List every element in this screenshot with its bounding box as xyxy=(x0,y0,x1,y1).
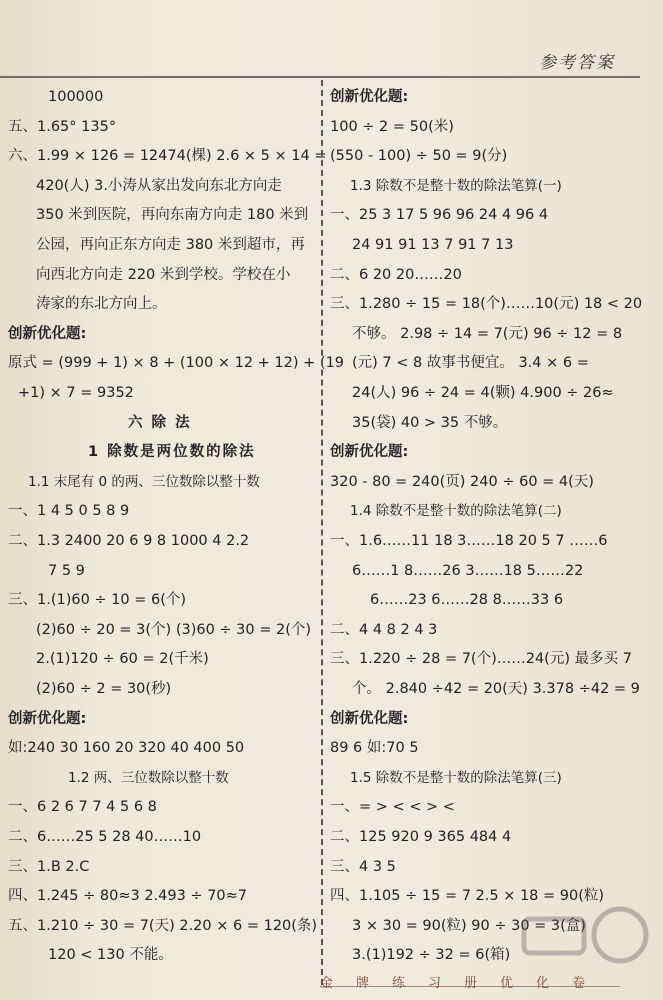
answer-line: 五、1.65° 135° xyxy=(8,118,117,135)
section-heading: 创新优化题: xyxy=(8,325,87,342)
answer-line: 三、1.280 ÷ 15 = 18(个)……10(元) 18 < 20 xyxy=(330,296,643,313)
answer-line: 35(袋) 40 > 35 不够。 xyxy=(352,414,508,431)
answer-line: 原式 = (999 + 1) × 8 + (100 × 12 + 12) + (19 xyxy=(8,355,345,372)
answer-line: 二、125 920 9 365 484 4 xyxy=(330,829,512,845)
footer-char: 牌 xyxy=(356,976,370,991)
answer-line: 个。 2.840 ÷42 = 20(天) 3.378 ÷42 = 9 xyxy=(352,681,640,697)
answer-line: (2)60 ÷ 20 = 3(个) (3)60 ÷ 30 = 2(个) xyxy=(36,621,312,638)
answer-line: +1) × 7 = 9352 xyxy=(18,385,134,401)
lesson-title: 1.4 除数不是整十数的除法笔算(二) xyxy=(350,503,562,520)
answer-line: 六、1.99 × 126 = 12474(棵) 2.6 × 5 × 14 = xyxy=(8,148,327,165)
footer-char: 优 xyxy=(500,976,514,991)
lesson-title: 1 除数是两位数的除法 xyxy=(88,444,256,461)
footer-char: 卷 xyxy=(572,976,586,991)
answer-line: 二、6……25 5 28 40……10 xyxy=(8,829,202,845)
answer-line: 3 × 30 = 90(粒) 90 ÷ 30 = 3(盒) xyxy=(352,917,586,934)
answer-line: 320 - 80 = 240(页) 240 ÷ 60 = 4(天) xyxy=(330,473,594,490)
answer-line: 五、1.210 ÷ 30 = 7(天) 2.20 × 6 = 120(条) xyxy=(8,917,318,934)
answer-line: 一、1 4 5 0 5 8 9 xyxy=(8,503,130,520)
answer-line: 二、6 20 20……20 xyxy=(330,266,462,283)
answer-line: 二、4 4 8 2 4 3 xyxy=(330,621,438,638)
footer-char: 册 xyxy=(464,976,478,991)
answer-line: 公园，再向正东方向走 380 米到超市，再 xyxy=(36,237,305,253)
answer-line: 三、4 3 5 xyxy=(330,858,396,875)
answer-line: 三、1.(1)60 ÷ 10 = 6(个) xyxy=(8,592,187,609)
section-heading: 创新优化题: xyxy=(330,89,409,105)
footer-char: 练 xyxy=(392,976,406,991)
answer-line: 二、1.3 2400 20 6 9 8 1000 4 2.2 xyxy=(8,533,250,549)
footer-char: 金 xyxy=(320,976,334,991)
answer-line: 三、1.220 ÷ 28 = 7(个)……24(元) 最多买 7 xyxy=(330,651,632,668)
answer-line: 一、1.6……11 18 3……18 20 5 7 ……6 xyxy=(330,533,608,549)
lesson-title: 1.2 两、三位数除以整十数 xyxy=(68,769,229,786)
answer-line: (550 - 100) ÷ 50 = 9(分) xyxy=(330,148,508,165)
watermark-stamp xyxy=(520,905,650,975)
answer-line: 100000 xyxy=(48,89,104,105)
answer-line: 不够。 2.98 ÷ 14 = 7(元) 96 ÷ 12 = 8 xyxy=(352,325,623,342)
answer-line: 四、1.245 ÷ 80≈3 2.493 ÷ 70≈7 xyxy=(8,888,248,905)
answer-line: 100 ÷ 2 = 50(米) xyxy=(330,118,454,135)
section-heading: 创新优化题: xyxy=(330,444,409,461)
lesson-title: 六 除 法 xyxy=(128,414,192,431)
column-divider xyxy=(321,80,323,985)
answer-line: 四、1.105 ÷ 15 = 7 2.5 × 18 = 90(粒) xyxy=(330,888,605,905)
answer-line: (2)60 ÷ 2 = 30(秒) xyxy=(36,681,172,697)
footer-char: 化 xyxy=(536,976,550,991)
footer-char: 习 xyxy=(428,976,442,991)
answer-line: 24 91 91 13 7 91 7 13 xyxy=(352,237,514,253)
answer-line: 6……1 8……26 3……18 5……22 xyxy=(352,562,584,579)
answer-line: 7 5 9 xyxy=(48,562,85,579)
answer-line: 6……23 6……28 8……33 6 xyxy=(370,592,564,609)
answer-line: 3.(1)192 ÷ 32 = 6(箱) xyxy=(352,947,511,964)
answer-line: 三、1.B 2.C xyxy=(8,858,90,875)
answer-line: 一、25 3 17 5 96 96 24 4 96 4 xyxy=(330,207,549,224)
header-rule xyxy=(0,76,640,78)
section-heading: 创新优化题: xyxy=(330,710,409,727)
answer-line: 如:240 30 160 20 320 40 400 50 xyxy=(8,740,245,757)
answer-line: 向西北方向走 220 米到学校。学校在小 xyxy=(36,266,291,283)
footer-banner xyxy=(320,972,620,996)
section-heading: 创新优化题: xyxy=(8,710,87,727)
answer-line: 120 < 130 不能。 xyxy=(48,947,173,964)
answer-line: 一、= > < < > < xyxy=(330,799,455,816)
lesson-title: 1.3 除数不是整十数的除法笔算(一) xyxy=(350,177,562,194)
answer-line: 89 6 如:70 5 xyxy=(330,740,419,757)
answer-line: 350 米到医院，再向东南方向走 180 米到 xyxy=(36,207,309,224)
page-header-title: 参考答案 xyxy=(539,53,615,73)
answer-line: 涛家的东北方向上。 xyxy=(36,296,167,313)
lesson-title: 1.5 除数不是整十数的除法笔算(三) xyxy=(350,769,562,786)
answer-line: 2.(1)120 ÷ 60 = 2(千米) xyxy=(36,651,209,668)
lesson-title: 1.1 末尾有 0 的两、三位数除以整十数 xyxy=(28,473,260,490)
answer-line: 24(人) 96 ÷ 24 = 4(颗) 4.900 ÷ 26≈ xyxy=(352,385,614,401)
answer-line: (元) 7 < 8 故事书便宜。 3.4 × 6 = xyxy=(352,355,589,372)
answer-line: 420(人) 3.小涛从家出发向东北方向走 xyxy=(36,177,282,194)
answer-line: 一、6 2 6 7 7 4 5 6 8 xyxy=(8,799,157,816)
